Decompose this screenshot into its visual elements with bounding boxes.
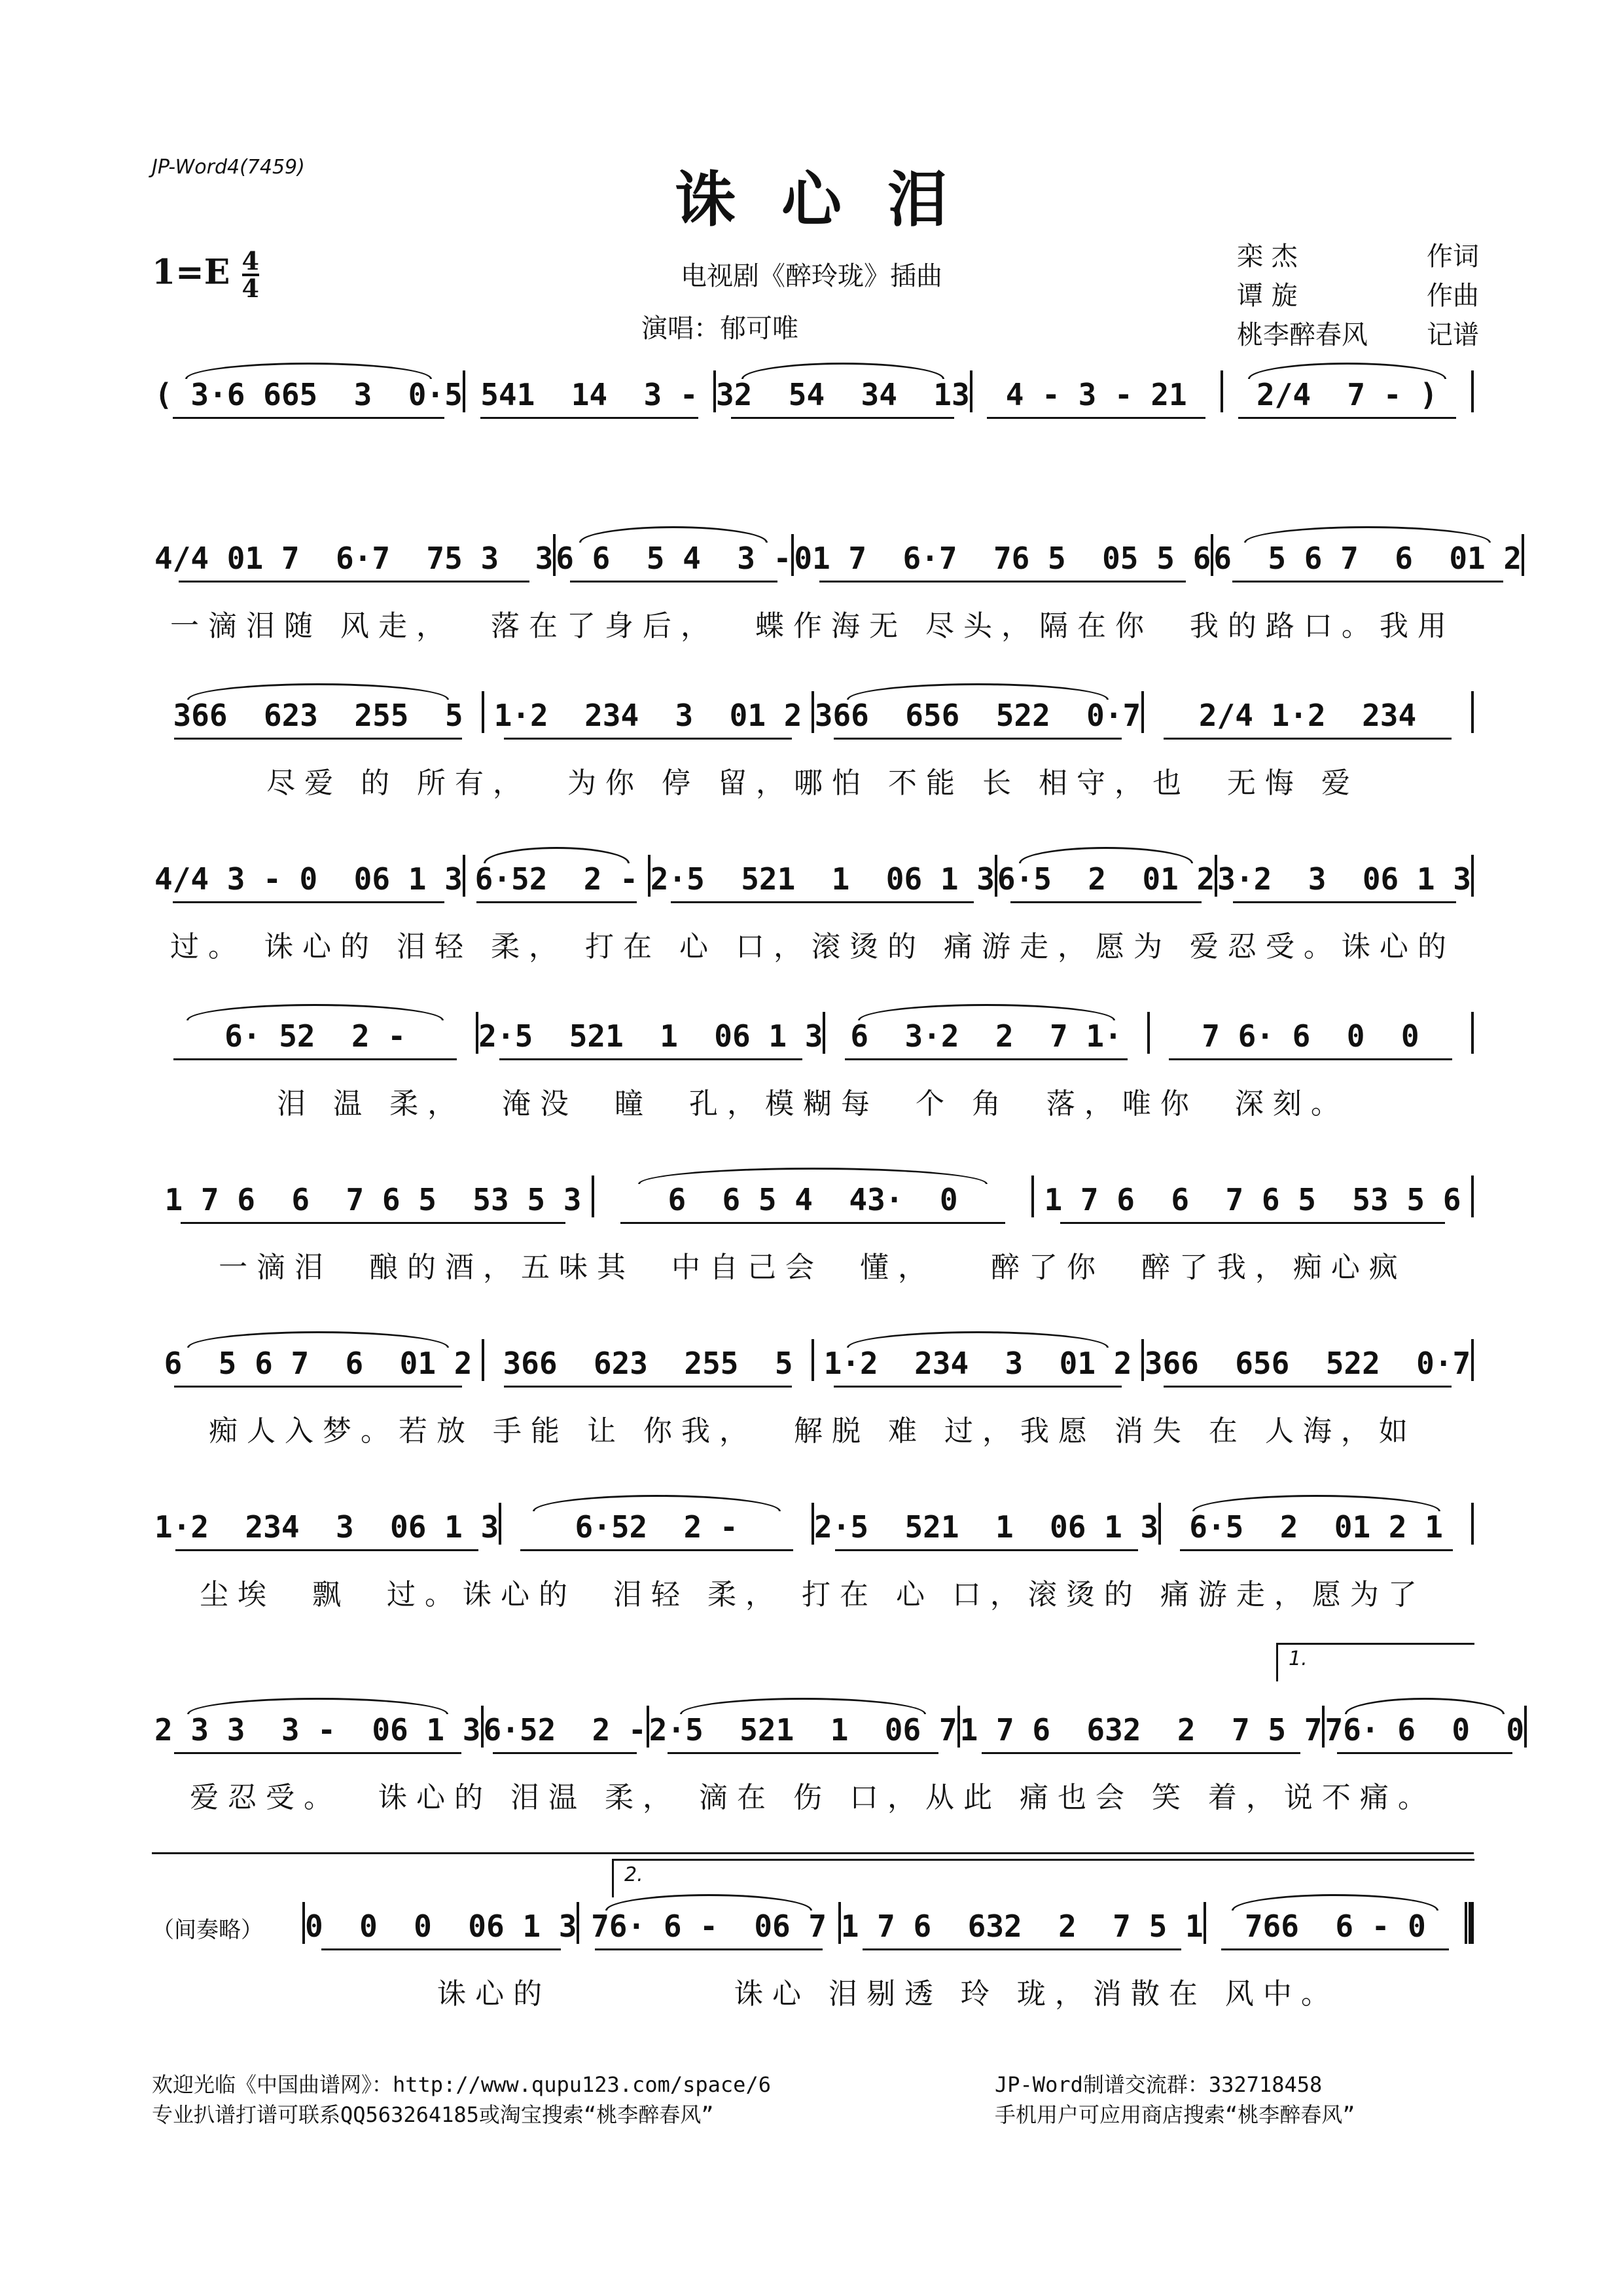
measure-notes: 2·5 521 1 06 1 3	[478, 1018, 823, 1054]
slur	[187, 683, 449, 700]
measure	[649, 1712, 957, 1748]
measure-notes: 1 7 6 6 7 6 5 53 5 3	[164, 1182, 582, 1217]
measure-notes: 1·2 234 3 06 1 3	[154, 1509, 499, 1545]
beam-underline	[173, 901, 444, 903]
measure-notes: 01 7 6·7 76 5 05 5 6	[794, 541, 1211, 576]
lyrics-line: 尘埃 飘 过。诛心的 泪轻 柔， 打在 心 口，滚烫的 痛游走，愿为了	[200, 1578, 1426, 1611]
measure	[465, 861, 648, 897]
beam-underline	[982, 1752, 1300, 1754]
beam-underline	[1221, 1948, 1449, 1950]
measure	[814, 698, 1141, 733]
beam-underline	[863, 1948, 1181, 1950]
measure-notes: 6·5 2 01 2 1	[1189, 1509, 1443, 1545]
measure	[465, 377, 713, 412]
system-7	[152, 1335, 1474, 1466]
beam-underline	[175, 1549, 478, 1551]
measure-notes: 541 14 3 -	[480, 377, 698, 412]
measure-notes: 1 7 6 632 2 7 5 7	[959, 1712, 1323, 1748]
notation-row	[152, 367, 1474, 412]
measure-notes: 6·52 2 -	[483, 1712, 647, 1748]
measure	[794, 541, 1211, 576]
footer-app: 手机用户可应用商店搜索“桃李醉春风”	[995, 2102, 1355, 2127]
measure	[1206, 1909, 1465, 1944]
lyrics-line: 一滴泪 酿的酒，五味其 中自己会 懂， 醉了你 醉了我，痴心疯	[219, 1251, 1407, 1284]
measure	[972, 377, 1221, 412]
beam-underline	[504, 1386, 792, 1388]
footer-group: JP-Word制谱交流群：332718458	[995, 2072, 1323, 2097]
footer-contact: 专业扒谱打谱可联系QQ563264185或淘宝搜索“桃李醉春风”	[152, 2102, 714, 2127]
credits	[1237, 237, 1479, 355]
beam-underline	[819, 581, 1186, 583]
measure	[841, 1909, 1204, 1944]
measure-notes: 366 656 522 0·7	[1144, 1346, 1471, 1381]
measure-notes: 6·52 2 -	[474, 861, 638, 897]
beam-underline	[845, 1058, 1128, 1060]
slur	[680, 1698, 927, 1714]
notation-row	[152, 1898, 1474, 1944]
measure	[960, 1712, 1323, 1748]
measure-notes: 366 623 255 5	[503, 1346, 793, 1381]
barline	[1471, 855, 1474, 897]
interlude-label: （间奏略）	[152, 1917, 263, 1943]
beam-underline	[1164, 1386, 1452, 1388]
measure-notes: 76· 6 0 0	[1325, 1712, 1525, 1748]
beam-underline	[570, 581, 777, 583]
measure	[579, 1909, 838, 1944]
system-9	[152, 1702, 1525, 1833]
measure-notes: 4/4 3 - 0 06 1 3	[154, 861, 463, 897]
measure-notes: 0 0 0 06 1 3	[305, 1909, 577, 1944]
lyrics-line: 痴人入梦。若放 手能 让 你我， 解脱 难 过，我愿 消失 在 人海，如	[209, 1414, 1417, 1448]
measure-notes: 1 7 6 6 7 6 5 53 5 6	[1044, 1182, 1461, 1217]
beam-underline	[321, 1948, 561, 1950]
measure	[478, 1018, 823, 1054]
measure-notes: 7 6· 6 0 0	[1202, 1018, 1419, 1054]
measure	[1223, 377, 1471, 412]
slur	[638, 1168, 988, 1184]
measure	[1144, 698, 1471, 733]
notation-row	[152, 687, 1474, 733]
measure-notes: 6·52 2 -	[575, 1509, 738, 1545]
measure	[814, 1509, 1158, 1545]
slur	[579, 526, 768, 543]
measure-notes: 76· 6 - 06 7	[591, 1909, 827, 1944]
notation-row	[152, 530, 1522, 576]
slur	[533, 1495, 781, 1511]
system-5	[152, 1008, 1474, 1139]
lyrics-line: 一滴泪随 风走， 落在了身后， 蝶作海无 尽头，隔在你 我的路口。我用	[170, 609, 1455, 643]
notation-row	[152, 1008, 1474, 1054]
measure-notes: 6 3·2 2 7 1·	[850, 1018, 1122, 1054]
measure	[1161, 1509, 1471, 1545]
barline	[1471, 691, 1474, 733]
barline	[1471, 370, 1474, 412]
measure	[594, 1182, 1031, 1217]
measure-notes: 2/4 7 - )	[1256, 377, 1438, 412]
lyrics-line: 爱忍受。 诛心的 泪温 柔， 滴在 伤 口，从此 痛也会 笑 着，说不痛。	[190, 1781, 1436, 1814]
slur	[1248, 363, 1446, 379]
slur	[187, 1698, 448, 1714]
barline	[1522, 534, 1524, 576]
beam-underline	[493, 1752, 636, 1754]
credit-lyricist: 栾 杰 作词	[1237, 242, 1479, 272]
measure	[1325, 1712, 1524, 1748]
notation-row	[152, 1702, 1525, 1748]
beam-underline	[174, 1386, 462, 1388]
system-10	[152, 1898, 1474, 2029]
beam-underline	[1164, 738, 1452, 740]
measure-notes: 6 6 5 4 3 -	[556, 541, 792, 576]
measure-notes: 1·2 234 3 01 2	[493, 698, 802, 733]
measure	[651, 861, 995, 897]
slur	[1019, 847, 1193, 863]
measure	[484, 1346, 812, 1381]
beam-underline	[834, 738, 1122, 740]
barline	[1465, 1902, 1474, 1944]
volta-first: 1.	[1276, 1643, 1474, 1681]
measure-notes: 6· 52 2 -	[224, 1018, 406, 1054]
measure	[716, 377, 970, 412]
lyrics-line: 尽爱 的 所有， 为你 停 留，哪怕 不能 长 相守，也 无悔 爱	[266, 766, 1359, 800]
measure-notes: 1·2 234 3 01 2	[823, 1346, 1132, 1381]
barline	[1471, 1339, 1474, 1381]
measure	[1144, 1346, 1471, 1381]
beam-underline	[181, 1222, 565, 1224]
beam-underline	[173, 417, 444, 419]
measure-notes: 2·5 521 1 06 7	[649, 1712, 957, 1748]
measure	[154, 1346, 482, 1381]
beam-underline	[987, 417, 1205, 419]
beam-underline	[174, 1752, 461, 1754]
measure	[1034, 1182, 1471, 1217]
measure	[154, 861, 463, 897]
notation-row	[152, 851, 1474, 897]
measure	[154, 377, 463, 412]
page-title: 诛心泪	[675, 164, 993, 235]
beam-underline	[179, 581, 529, 583]
measure	[154, 698, 482, 733]
slur	[484, 847, 630, 863]
beam-underline	[834, 1386, 1122, 1388]
measure-notes: 2·5 521 1 06 1 3	[814, 1509, 1159, 1545]
measure-notes: 6 5 6 7 6 01 2	[164, 1346, 473, 1381]
beam-underline	[1238, 417, 1457, 419]
slur	[847, 683, 1109, 700]
notation-row	[152, 1172, 1474, 1217]
beam-underline	[520, 1549, 793, 1551]
measure-notes: 6·5 2 01 2	[997, 861, 1215, 897]
system-8	[152, 1499, 1474, 1630]
measure-notes: 2/4 1·2 234	[1198, 698, 1417, 733]
beam-underline	[499, 1058, 802, 1060]
barline	[1471, 1503, 1474, 1545]
time-denominator: 4	[241, 274, 259, 303]
system-2	[152, 530, 1522, 661]
slur	[858, 1004, 1115, 1020]
beam-underline	[1337, 1752, 1512, 1754]
measure-notes: 366 623 255 5	[173, 698, 463, 733]
measure-notes: 4/4 01 7 6·7 75 3 3	[154, 541, 554, 576]
key-label: 1=E	[152, 252, 230, 293]
notation-row	[152, 1499, 1474, 1545]
slur	[1192, 1495, 1440, 1511]
credit-composer: 谭 旋 作曲	[1237, 281, 1479, 311]
lyrics-line: 诛心的 诛心 泪剔透 玲 珑，消散在 风中。	[437, 1977, 1339, 2011]
measure-notes: ( 3·6 665 3 0·5	[154, 377, 463, 412]
slur	[187, 1331, 449, 1348]
measure	[154, 1182, 592, 1217]
measure	[556, 541, 791, 576]
beam-underline	[504, 738, 792, 740]
system-1	[152, 367, 1474, 497]
measure-notes: 32 54 34 13	[715, 377, 970, 412]
credit-transcriber: 桃李醉春风 记谱	[1237, 320, 1479, 350]
measure-notes: 2·5 521 1 06 1 3	[650, 861, 995, 897]
beam-underline	[595, 1948, 823, 1950]
volta-second: 2.	[612, 1859, 1474, 1897]
coda-separator	[152, 1852, 1474, 1854]
beam-underline	[835, 1549, 1138, 1551]
beam-underline	[671, 901, 974, 903]
measure	[154, 1712, 481, 1748]
system-4	[152, 851, 1474, 982]
subtitle: 电视剧《醉玲珑》插曲	[681, 261, 942, 291]
beam-underline	[668, 1752, 938, 1754]
system-6	[152, 1172, 1474, 1302]
measure	[154, 1509, 499, 1545]
slur	[185, 363, 432, 379]
beam-underline	[173, 1058, 456, 1060]
slur	[187, 1004, 444, 1020]
measure	[814, 1346, 1141, 1381]
slur	[1244, 526, 1491, 543]
lyrics-line: 泪 温 柔， 淹没 瞳 孔，模糊每 个 角 落，唯你 深刻。	[277, 1087, 1349, 1121]
system-3	[152, 687, 1474, 818]
measure-notes: 2 3 3 3 - 06 1 3	[154, 1712, 481, 1748]
beam-underline	[1233, 901, 1456, 903]
measure-notes: 4 - 3 - 21	[1005, 377, 1187, 412]
beam-underline	[1180, 1549, 1453, 1551]
measure	[1150, 1018, 1471, 1054]
measure-notes: 1 7 6 632 2 7 5 1	[840, 1909, 1204, 1944]
singer: 演唱：郁可唯	[641, 314, 798, 344]
measure	[154, 1018, 476, 1054]
slur	[741, 363, 944, 379]
barline	[1524, 1706, 1527, 1748]
beam-underline	[1060, 1222, 1445, 1224]
beam-underline	[1232, 581, 1503, 583]
measure	[484, 698, 812, 733]
footer-website: 欢迎光临《中国曲谱网》：http://www.qupu123.com/space/6	[152, 2072, 771, 2097]
measure	[484, 1712, 647, 1748]
measure	[1217, 861, 1471, 897]
beam-underline	[476, 901, 637, 903]
slur	[1345, 1698, 1505, 1714]
measure	[997, 861, 1215, 897]
measure	[501, 1509, 812, 1545]
measure-notes: 766 6 - 0	[1244, 1909, 1426, 1944]
software-label: JP-Word4(7459)	[152, 156, 305, 179]
lyrics-line: 过。 诛心的 泪轻 柔， 打在 心 口，滚烫的 痛游走，愿为 爱忍受。诛心的	[170, 930, 1455, 963]
beam-underline	[1010, 901, 1202, 903]
beam-underline	[731, 417, 954, 419]
measure-notes: 366 656 522 0·7	[814, 698, 1141, 733]
beam-underline	[480, 417, 699, 419]
measure-notes: 6 6 5 4 43· 0	[668, 1182, 958, 1217]
measure	[1213, 541, 1522, 576]
beam-underline	[620, 1222, 1005, 1224]
measure	[825, 1018, 1147, 1054]
barline	[1471, 1012, 1474, 1054]
slur	[847, 1331, 1109, 1348]
beam-underline	[174, 738, 462, 740]
measure	[305, 1909, 577, 1944]
beam-underline	[1169, 1058, 1452, 1060]
measure-notes: 6 5 6 7 6 01 2	[1213, 541, 1522, 576]
measure-notes: 3·2 3 06 1 3	[1217, 861, 1471, 897]
barline	[1471, 1175, 1474, 1217]
time-numerator: 4	[241, 246, 259, 276]
measure	[154, 541, 553, 576]
notation-row	[152, 1335, 1474, 1381]
